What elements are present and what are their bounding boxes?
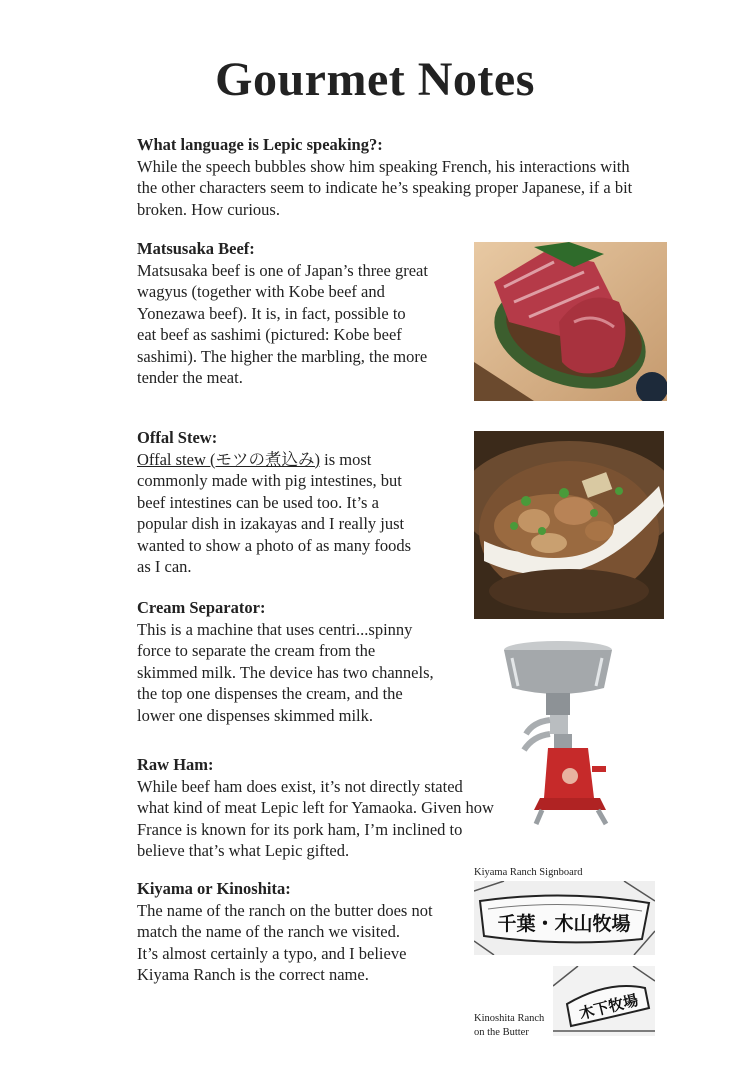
signboard-text: 千葉・木山牧場 bbox=[497, 913, 631, 935]
section-line bbox=[137, 449, 411, 471]
butter-caption-line-2: on the Butter bbox=[474, 1027, 529, 1038]
section-matsusaka-beef bbox=[137, 238, 428, 389]
section-line: tender the meat. bbox=[137, 368, 243, 387]
section-line: what kind of meat Lepic left for Yamaoka. Given how bbox=[137, 798, 494, 817]
beef-sashimi-photo bbox=[474, 242, 667, 401]
section-line: skimmed milk. The device has two channels, bbox=[137, 662, 434, 682]
section-line: sashimi). The higher the marbling, the more bbox=[137, 346, 428, 366]
section-line: wagyus (together with Kobe beef and bbox=[137, 282, 385, 301]
section-kiyama-kinoshita bbox=[137, 878, 433, 986]
section-line: beef intestines can be used too. It’s a bbox=[137, 492, 379, 512]
section-heading: Matsusaka Beef: bbox=[137, 239, 255, 258]
section-line: popular dish in izakayas and I really just bbox=[137, 514, 405, 533]
section-line: wanted to show a photo of as many foods bbox=[137, 535, 412, 555]
section-line: lower one dispenses skimmed milk. bbox=[137, 705, 374, 725]
section-line: as I can. bbox=[137, 557, 192, 576]
signboard-caption: Kiyama Ranch Signboard bbox=[474, 867, 583, 878]
link-tail: is most bbox=[320, 449, 372, 469]
section-line: believe that’s what Lepic gifted. bbox=[137, 841, 350, 860]
cream-separator-photo bbox=[498, 638, 616, 830]
offal-stew-link[interactable]: Offal stew (モツの煮込み) bbox=[137, 449, 320, 469]
butter-caption-line-1: Kinoshita Ranch bbox=[474, 1013, 545, 1024]
section-lepic-language bbox=[137, 134, 632, 220]
section-heading: Offal Stew: bbox=[137, 428, 218, 447]
section-line: the other characters seem to indicate he’s speaking proper Japanese, if a bit bbox=[137, 178, 633, 197]
section-cream-separator bbox=[137, 597, 434, 726]
section-line: While beef ham does exist, it’s not directly stated bbox=[137, 776, 463, 796]
section-offal-stew bbox=[137, 427, 411, 578]
offal-stew-photo bbox=[474, 431, 664, 619]
section-line: This is a machine that uses centri...spinny bbox=[137, 619, 413, 639]
kinoshita-butter-image bbox=[553, 966, 655, 1036]
section-line: broken. How curious. bbox=[137, 199, 280, 219]
section-raw-ham bbox=[137, 754, 494, 862]
section-heading: Kiyama or Kinoshita: bbox=[137, 879, 291, 898]
section-line: France is known for its pork ham, I’m inclined to bbox=[137, 819, 463, 839]
section-line: While the speech bubbles show him speaking French, his interactions with bbox=[137, 156, 630, 176]
section-heading: What language is Lepic speaking?: bbox=[137, 135, 383, 154]
section-line: force to separate the cream from the bbox=[137, 641, 376, 660]
section-line: Yonezawa beef). It is, in fact, possible to bbox=[137, 303, 406, 323]
section-line: eat beef as sashimi (pictured: Kobe beef bbox=[137, 325, 402, 344]
section-line: Kiyama Ranch is the correct name. bbox=[137, 965, 369, 984]
section-line: match the name of the ranch we visited. bbox=[137, 922, 400, 941]
kiyama-signboard-image bbox=[474, 881, 655, 955]
section-heading: Cream Separator: bbox=[137, 598, 266, 617]
page-title: Gourmet Notes bbox=[215, 53, 535, 106]
section-heading: Raw Ham: bbox=[137, 755, 214, 774]
butter-text: 木下牧場 bbox=[577, 991, 641, 1024]
section-line: commonly made with pig intestines, but bbox=[137, 471, 402, 490]
section-line: the top one dispenses the cream, and the bbox=[137, 684, 403, 703]
section-line: Matsusaka beef is one of Japan’s three great bbox=[137, 260, 428, 280]
section-line: It’s almost certainly a typo, and I believe bbox=[137, 943, 407, 963]
section-line: The name of the ranch on the butter does not bbox=[137, 900, 433, 920]
